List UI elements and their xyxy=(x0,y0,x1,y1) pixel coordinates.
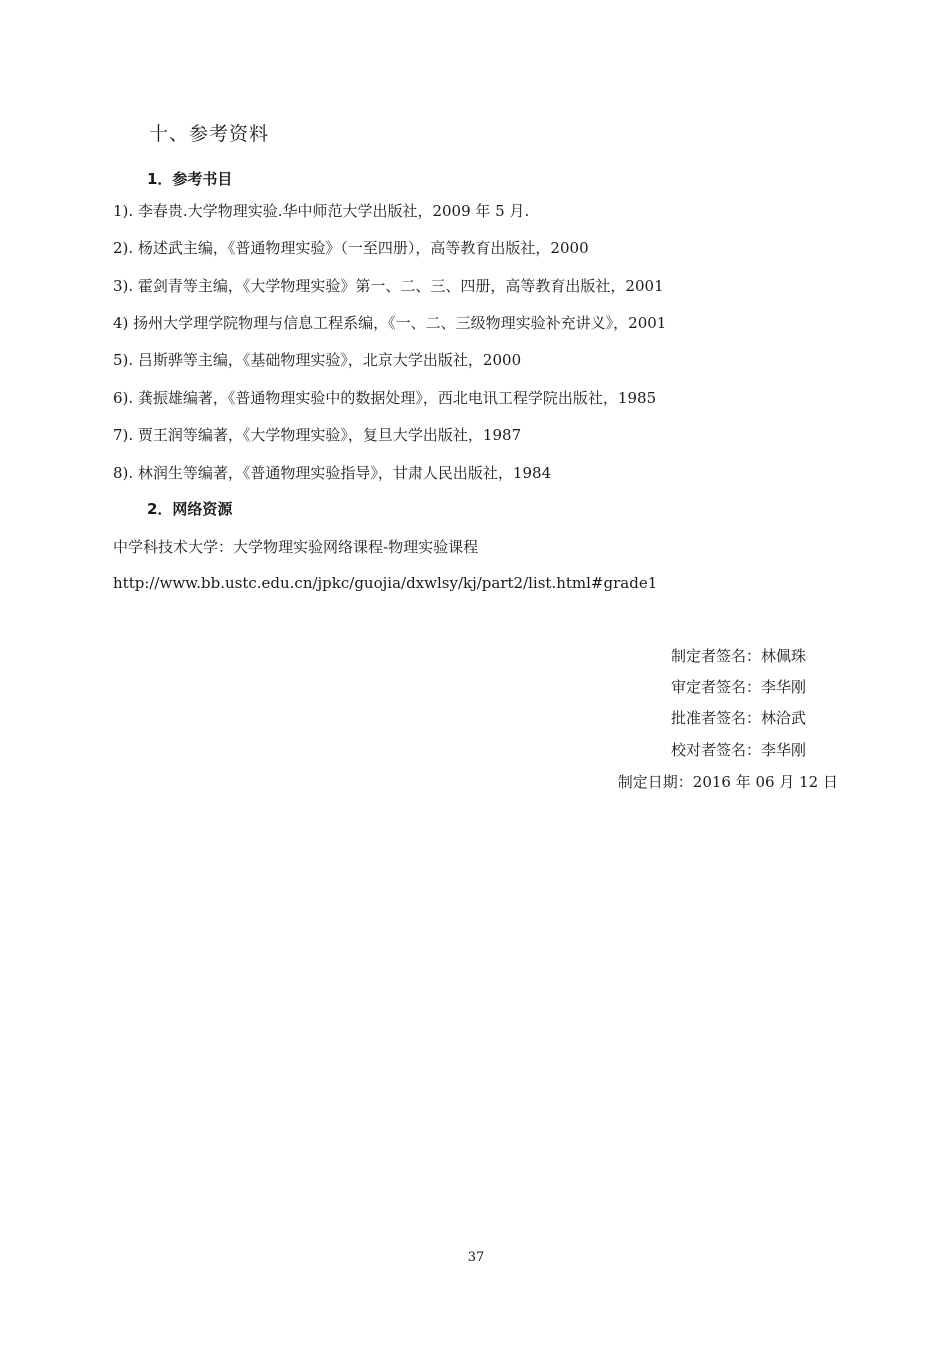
book-item-8: 8). 林润生等编著，《普通物理实验指导》，甘肃人民出版社，1984 xyxy=(113,464,552,482)
section-title: 十、参考资料 xyxy=(149,123,270,145)
network-heading: 2．网络资源 xyxy=(147,500,233,518)
network-resource-name: 中学科技术大学：大学物理实验网络课程-物理实验课程 xyxy=(113,538,479,556)
book-item-2: 2). 杨述武主编，《普通物理实验》（一至四册），高等教育出版社，2000 xyxy=(113,239,589,257)
author-signature: 制定者签名：林佩珠 xyxy=(670,647,806,665)
date-line: 制定日期：2016 年 06 月 12 日 xyxy=(617,773,838,791)
book-item-4: 4) 扬州大学理学院物理与信息工程系编，《一、二、三级物理实验补充讲义》，2001 xyxy=(113,314,667,332)
books-heading: 1．参考书目 xyxy=(147,170,233,188)
proofreader-signature: 校对者签名：李华刚 xyxy=(670,741,806,759)
network-resource-url[interactable]: http://www.bb.ustc.edu.cn/jpkc/guojia/dxwlsy/kj/part2/list.html#grade1 xyxy=(113,574,658,592)
book-item-1: 1). 李春贵.大学物理实验.华中师范大学出版社，2009 年 5 月. xyxy=(113,202,530,220)
page-number: 37 xyxy=(467,1250,485,1265)
book-item-6: 6). 龚振雄编著，《普通物理实验中的数据处理》，西北电讯工程学院出版社，1985 xyxy=(113,389,657,407)
reviewer-signature: 审定者签名：李华刚 xyxy=(670,678,806,696)
book-item-5: 5). 吕斯骅等主编，《基础物理实验》，北京大学出版社，2000 xyxy=(113,351,522,369)
approver-signature: 批准者签名：林洽武 xyxy=(670,709,806,727)
book-item-3: 3). 霍剑青等主编，《大学物理实验》第一、二、三、四册，高等教育出版社，2001 xyxy=(113,277,664,295)
book-item-7: 7). 贾王润等编著，《大学物理实验》，复旦大学出版社，1987 xyxy=(113,426,522,444)
